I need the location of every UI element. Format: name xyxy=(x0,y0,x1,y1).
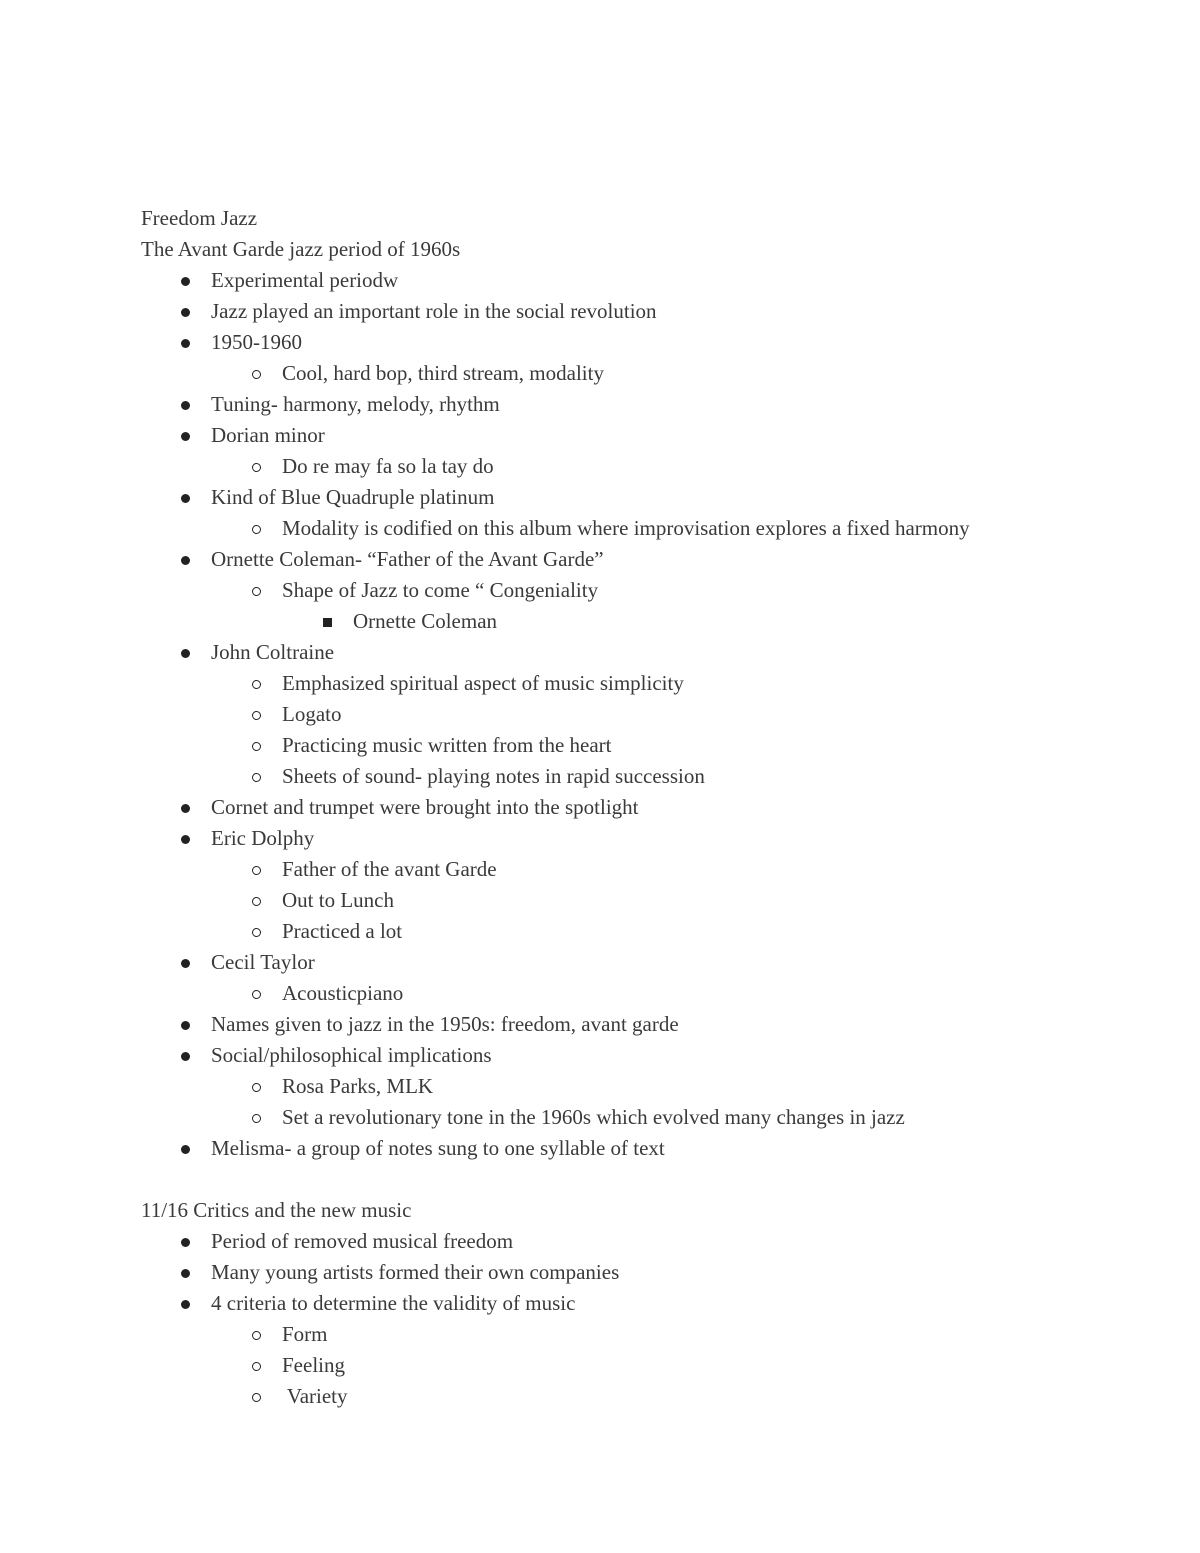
bullet-dot xyxy=(175,1257,195,1288)
bullet-dot xyxy=(175,482,195,513)
list-item: Social/philosophical implications xyxy=(211,1043,492,1067)
bullet-circle xyxy=(246,1381,266,1412)
bullet-circle xyxy=(246,1319,266,1350)
list-item: Eric Dolphy xyxy=(211,826,315,850)
list-subitem: Emphasized spiritual aspect of music simplicity xyxy=(282,671,684,695)
list-subitem: Do re may fa so la tay do xyxy=(282,454,494,478)
bullet-dot xyxy=(175,1133,195,1164)
list-subitem: Rosa Parks, MLK xyxy=(282,1074,434,1098)
list-subitem: Practicing music written from the heart xyxy=(282,733,612,757)
list-item: Cornet and trumpet were brought into the spotlight xyxy=(211,795,639,819)
bullet-circle xyxy=(246,1102,266,1133)
bullet-circle xyxy=(246,730,266,761)
bullet-dot xyxy=(175,265,195,296)
bullet-dot xyxy=(175,1288,195,1319)
list-subitem: Variety xyxy=(282,1384,348,1408)
list-item: Cecil Taylor xyxy=(211,950,315,974)
bullet-dot xyxy=(175,823,195,854)
list-subitem: Cool, hard bop, third stream, modality xyxy=(282,361,604,385)
bullet-circle xyxy=(246,1350,266,1381)
bullet-dot xyxy=(175,1040,195,1071)
bullet-dot xyxy=(175,544,195,575)
list-subitem: Practiced a lot xyxy=(282,919,403,943)
list-subitem: Set a revolutionary tone in the 1960s which evolved many changes in jazz xyxy=(282,1105,905,1129)
bullet-circle xyxy=(246,761,266,792)
bullet-circle xyxy=(246,668,266,699)
bullet-dot xyxy=(175,389,195,420)
list-subitem: Feeling xyxy=(282,1353,345,1377)
bullet-dot xyxy=(175,420,195,451)
bullet-dot xyxy=(175,792,195,823)
bullet-dot xyxy=(175,327,195,358)
list-item: Experimental periodw xyxy=(211,268,399,292)
bullet-circle xyxy=(246,854,266,885)
bullet-circle xyxy=(246,575,266,606)
list-subsubitem: Ornette Coleman xyxy=(353,609,498,633)
section-title: Freedom Jazz xyxy=(141,206,258,230)
list-item: Dorian minor xyxy=(211,423,325,447)
list-item: Many young artists formed their own companies xyxy=(211,1260,620,1284)
section-title: 11/16 Critics and the new music xyxy=(141,1198,412,1222)
bullet-circle xyxy=(246,513,266,544)
list-subitem: Out to Lunch xyxy=(282,888,394,912)
bullet-circle xyxy=(246,358,266,389)
bullet-circle xyxy=(246,451,266,482)
bullet-dot xyxy=(175,1009,195,1040)
list-item: 1950-1960 xyxy=(211,330,302,354)
list-item: Names given to jazz in the 1950s: freedom, avant garde xyxy=(211,1012,679,1036)
list-item: Jazz played an important role in the social revolution xyxy=(211,299,657,323)
list-subitem: Sheets of sound- playing notes in rapid succession xyxy=(282,764,705,788)
list-item: Kind of Blue Quadruple platinum xyxy=(211,485,495,509)
bullet-dot xyxy=(175,1226,195,1257)
section-subtitle: The Avant Garde jazz period of 1960s xyxy=(141,237,461,261)
list-item: Period of removed musical freedom xyxy=(211,1229,514,1253)
bullet-circle xyxy=(246,978,266,1009)
list-item: Ornette Coleman- “Father of the Avant Garde” xyxy=(211,547,604,571)
bullet-circle xyxy=(246,916,266,947)
bullet-circle xyxy=(246,885,266,916)
list-subitem: Form xyxy=(282,1322,328,1346)
list-item: Melisma- a group of notes sung to one syllable of text xyxy=(211,1136,665,1160)
list-subitem: Acousticpiano xyxy=(282,981,404,1005)
bullet-dot xyxy=(175,637,195,668)
list-item: John Coltraine xyxy=(211,640,335,664)
list-item: 4 criteria to determine the validity of music xyxy=(211,1291,576,1315)
list-subitem: Modality is codified on this album where improvisation explores a fixed harmony xyxy=(282,516,970,540)
bullet-circle xyxy=(246,699,266,730)
list-subitem: Logato xyxy=(282,702,342,726)
bullet-circle xyxy=(246,1071,266,1102)
bullet-square xyxy=(317,606,337,637)
list-subitem: Father of the avant Garde xyxy=(282,857,497,881)
list-item: Tuning- harmony, melody, rhythm xyxy=(211,392,500,416)
bullet-dot xyxy=(175,947,195,978)
bullet-dot xyxy=(175,296,195,327)
list-subitem: Shape of Jazz to come “ Congeniality xyxy=(282,578,599,602)
